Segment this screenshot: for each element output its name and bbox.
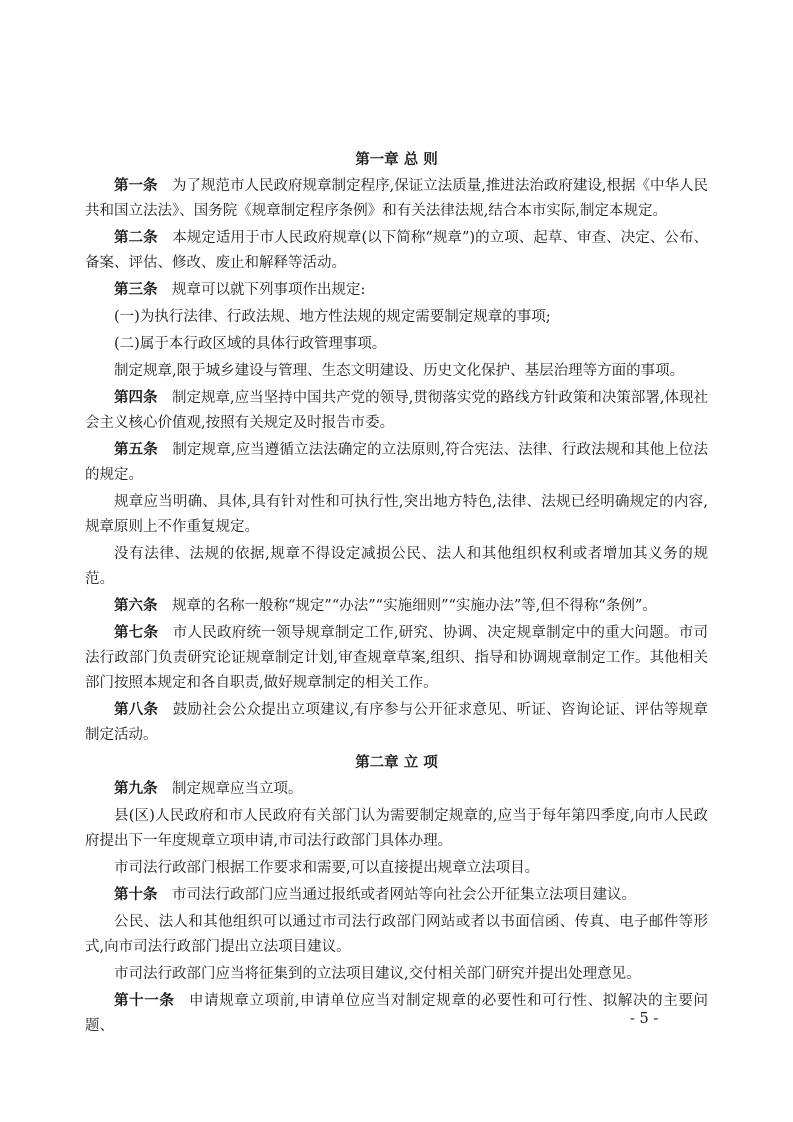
article-label: 第九条 <box>114 781 158 797</box>
article-2 <box>85 226 708 276</box>
article-3-item-2: (二)属于本行政区域的具体行政管理事项。 <box>114 336 387 352</box>
article-3-item-1: (一)为执行法律、行政法规、地方性法规的规定需要制定规章的事项; <box>114 309 551 325</box>
article-10 <box>85 883 708 908</box>
article-5 <box>85 438 708 488</box>
article-label: 第七条 <box>114 625 159 641</box>
article-3-paragraph: 制定规章,限于城乡建设与管理、生态文明建设、历史文化保护、基层治理等方面的事项。 <box>114 363 685 379</box>
article-label: 第十一条 <box>114 993 175 1009</box>
article-text: 规章的名称一般称“规定”“办法”“实施细则”“实施办法”等,但不得称“条例”。 <box>172 598 657 614</box>
article-text: 市司法行政部门应当通过报纸或者网站等向社会公开征集立法项目建议。 <box>172 887 636 903</box>
article-label: 第六条 <box>114 598 158 614</box>
article-label: 第二条 <box>114 230 158 246</box>
article-9-paragraph-2: 县(区)人民政府和市人民政府有关部门认为需要制定规章的,应当于每年第四季度,向市人民政府提出下一年度规章立项申请,市司法行政部门具体办理。 <box>85 808 708 849</box>
chapter-2-heading: 第二章 立 项 <box>355 755 438 771</box>
article-text: 鼓励社会公众提出立项建议,有序参与公开征求意见、听证、咨询论证、评估等规章制定活动。 <box>85 702 709 743</box>
article-11 <box>85 989 708 1039</box>
article-text: 制定规章应当立项。 <box>172 781 303 797</box>
article-9-paragraph-3: 市司法行政部门根据工作要求和需要,可以直接提出规章立法项目。 <box>114 860 540 876</box>
article-text: 市人民政府统一领导规章制定工作,研究、协调、决定规章制定中的重大问题。市司法行政部门负责研究论证规章制定计划,审查规章草案,组织、指导和协调规章制定工作。其他相关部门按照本规定和各自职责,做好规章制定的相关工作。 <box>85 625 709 691</box>
article-text: 制定规章,应当坚持中国共产党的领导,贯彻落实党的路线方针政策和决策部署,体现社会主义核心价值观,按照有关规定及时报告市委。 <box>85 390 708 431</box>
article-6 <box>85 594 708 619</box>
article-9 <box>85 777 708 802</box>
article-text: 制定规章,应当遵循立法法确定的立法原则,符合宪法、法律、行政法规和其他上位法的规定。 <box>85 442 708 483</box>
article-4 <box>85 386 708 436</box>
article-text: 为了规范市人民政府规章制定程序,保证立法质量,推进法治政府建设,根据《中华人民共和国立法法》、国务院《规章制定程序条例》和有关法律法规,结合本市实际,制定本规定。 <box>85 178 708 219</box>
article-label: 第三条 <box>114 282 158 298</box>
page-number: - 5 - <box>630 1011 659 1027</box>
article-text: 申请规章立项前,申请单位应当对制定规章的必要性和可行性、拟解决的主要问题、 <box>85 993 708 1034</box>
article-label: 第八条 <box>114 702 159 718</box>
article-10-paragraph-3: 市司法行政部门应当将征集到的立法项目建议,交付相关部门研究并提出处理意见。 <box>114 966 641 982</box>
article-label: 第十条 <box>114 887 158 903</box>
article-5-paragraph-2: 规章应当明确、具体,具有针对性和可执行性,突出地方特色,法律、法规已经明确规定的内容,规章原则上不作重复规定。 <box>85 494 708 535</box>
article-text: 本规定适用于市人民政府规章(以下简称“规章”)的立项、起草、审查、决定、公布、备案、评估、修改、废止和解释等活动。 <box>85 230 709 271</box>
article-8 <box>85 698 708 748</box>
article-label: 第四条 <box>114 390 158 406</box>
document-body <box>85 147 708 1041</box>
article-10-paragraph-2: 公民、法人和其他组织可以通过市司法行政部门网站或者以书面信函、传真、电子邮件等形式,向市司法行政部门提出立法项目建议。 <box>85 914 708 955</box>
article-label: 第一条 <box>114 178 158 194</box>
article-1 <box>85 174 708 224</box>
article-text: 规章可以就下列事项作出规定: <box>172 282 366 298</box>
article-label: 第五条 <box>114 442 158 458</box>
article-5-paragraph-3: 没有法律、法规的依据,规章不得设定减损公民、法人和其他组织权利或者增加其义务的规范。 <box>85 546 708 587</box>
article-7 <box>85 621 708 696</box>
article-3 <box>85 278 708 303</box>
chapter-1-heading: 第一章 总 则 <box>355 152 438 168</box>
